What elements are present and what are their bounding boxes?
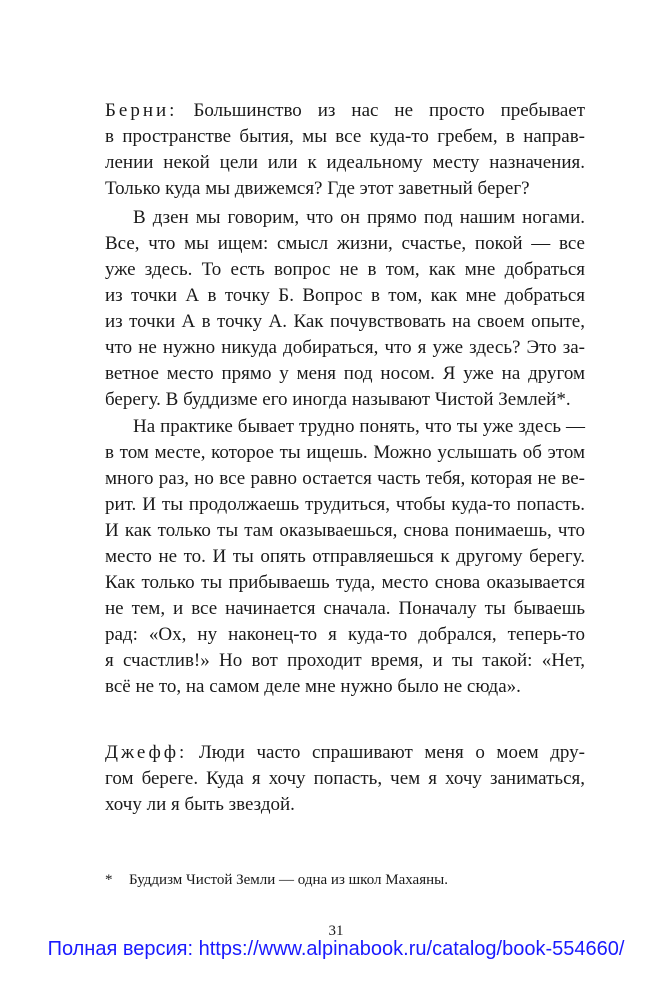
paragraph-2-line: В дзен мы говорим, что он прямо под нашим ногами. — [133, 207, 585, 228]
paragraph-3-line: всё не то, на самом деле мне нужно было не сюда». — [105, 676, 521, 697]
footnote — [105, 870, 585, 890]
paragraph-3-line: рит. И ты продолжаешь трудиться, чтобы куда-то попасть. — [105, 494, 585, 515]
paragraph-2-line: что не нужно никуда добираться, что я уже здесь? Это за- — [105, 337, 585, 358]
paragraph-3-line: не тем, и все начинается сначала. Поначалу ты бываешь — [105, 598, 585, 619]
paragraph-4-line: гом береге. Куда я хочу попасть, чем я хочу заниматься, — [105, 768, 585, 789]
paragraph-3-line: рад: «Ох, ну наконец-то я куда-то добрался, теперь-то — [105, 624, 585, 645]
paragraph-1-line: в пространстве бытия, мы все куда-то гребем, в направ- — [105, 126, 585, 147]
paragraph-2-line: из точки А в точку Б. Вопрос в том, как мне добраться — [105, 285, 585, 306]
footnote-text: Буддизм Чистой Земли — одна из школ Махаяны. — [129, 872, 448, 888]
paragraph-3-line: И как только ты там оказываешься, снова понимаешь, что — [105, 520, 585, 541]
paragraph-3-line: я счастлив!» Но вот проходит время, и ты такой: «Нет, — [105, 650, 585, 671]
paragraph-1-line: лении некой цели или к идеальному месту назначения. — [105, 152, 585, 173]
paragraph-1-line-1: Берни: Большинство из нас не просто пребывает — [105, 100, 585, 121]
paragraph-1-line: Только куда мы движемся? Где этот заветный берег? — [105, 178, 530, 199]
speaker-name: Берни: — [105, 100, 178, 121]
paragraph-2-line: ветное место прямо у меня под носом. Я уже на другом — [105, 363, 585, 384]
footnote-marker: * — [105, 872, 113, 888]
paragraph-2-line: Все, что мы ищем: смысл жизни, счастье, покой — все — [105, 233, 585, 254]
full-version-link[interactable]: Полная версия: https://www.alpinabook.ru/catalog/book-554660/ — [47, 938, 625, 960]
paragraph-2-line: берегу. В буддизме его иногда называют Чистой Землей*. — [105, 389, 571, 410]
paragraph-3-line: много раз, но все равно остается часть тебя, которая не ве- — [105, 468, 585, 489]
paragraph-3-line: в том месте, которое ты ищешь. Можно услышать об этом — [105, 442, 585, 463]
paragraph-3-line: На практике бывает трудно понять, что ты уже здесь — — [133, 416, 585, 437]
paragraph-4-line: хочу ли я быть звездой. — [105, 794, 295, 815]
paragraph-2-line: уже здесь. То есть вопрос не в том, как мне добраться — [105, 259, 585, 280]
paragraph-3-line: место не то. И ты опять отправляешься к другому берегу. — [105, 546, 585, 567]
page-number: 31 — [328, 923, 344, 939]
paragraph-4-line-1: Джефф: Люди часто спрашивают меня о моем дру- — [105, 742, 585, 763]
paragraph-3-line: Как только ты прибываешь туда, место снова оказывается — [105, 572, 585, 593]
speaker-name: Джефф: — [105, 742, 188, 763]
paragraph-2-line: из точки А в точку А. Как почувствовать на своем опыте, — [105, 311, 585, 332]
